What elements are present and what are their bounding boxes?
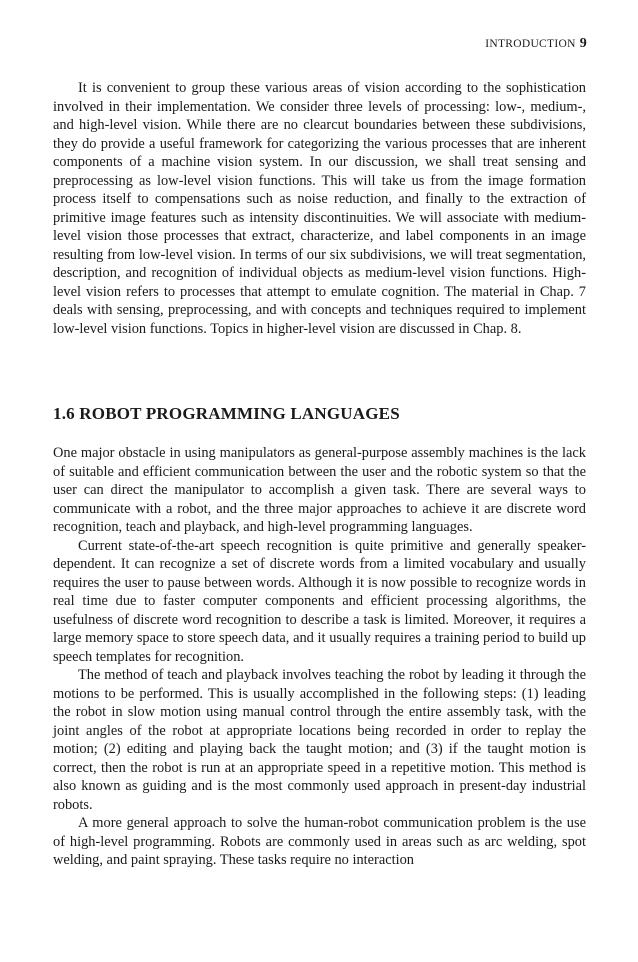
section-body bbox=[53, 444, 586, 870]
section-paragraph-4: A more general approach to solve the human-robot communication problem is the use of high-level programming. Robots are commonly used in areas such as arc welding, spot welding, and paint spraying. These tasks require no interaction bbox=[53, 815, 586, 868]
section-heading: 1.6 ROBOT PROGRAMMING LANGUAGES bbox=[53, 404, 400, 423]
section-paragraph-1: One major obstacle in using manipulators as general-purpose assembly machines is the lack of suitable and efficient communication between the user and the robotic system so that the user can direct the manipulator to accomplish a given task. There are several ways to communicate with a robot, and the three major approaches to achieve it are discrete word recognition, teach and playback, and high-level programming languages. bbox=[53, 445, 586, 535]
intro-paragraph: It is convenient to group these various areas of vision according to the sophistication involved in their implementation. We consider three levels of processing: low-, medium-, and high-level vision. While there are no clearcut boundaries between these subdivisions, they do provide a useful framework for categorizing the various processes that are inherent components of a machine vision system. In our discussion, we shall treat sensing and preprocessing as low-level vision functions. This will take us from the image formation process itself to compensations such as noise reduction, and finally to the extraction of primitive image features such as intensity discontinuities. We will associate with medium-level vision those processes that extract, characterize, and label components in an image resulting from low-level vision. In terms of our six subdivisions, we will treat segmentation, description, and recognition of individual objects as medium-level vision functions. High-level vision refers to processes that attempt to emulate cognition. The material in Chap. 7 deals with sensing, preprocessing, and with concepts and techniques required to implement low-level vision functions. Topics in higher-level vision are discussed in Chap. 8. bbox=[53, 80, 586, 337]
page-number: 9 bbox=[579, 36, 587, 51]
running-head bbox=[485, 36, 587, 52]
chapter-title: INTRODUCTION bbox=[485, 38, 576, 50]
intro-text-block bbox=[53, 79, 586, 338]
section-paragraph-2: Current state-of-the-art speech recognition is quite primitive and generally speaker-dependent. It can recognize a set of discrete words from a limited vocabulary and usually requires the user to pause between words. Although it is now possible to recognize words in real time due to faster computer components and efficient processing algorithms, the usefulness of discrete word recognition to describe a task is limited. Moreover, it requires a large memory space to store speech data, and it usually requires a training period to build up speech templates for recognition. bbox=[53, 537, 586, 665]
section-paragraph-3: The method of teach and playback involves teaching the robot by leading it through the motions to be performed. This is usually accomplished in the following steps: (1) leading the robot in slow motion using manual control through the entire assembly task, with the joint angles of the robot at appropriate locations being recorded in order to replay the motion; (2) editing and playing back the taught motion; and (3) if the taught motion is correct, then the robot is run at an appropriate speed in a repetitive motion. This method is also known as guiding and is the most commonly used approach in present-day industrial robots. bbox=[53, 667, 586, 813]
